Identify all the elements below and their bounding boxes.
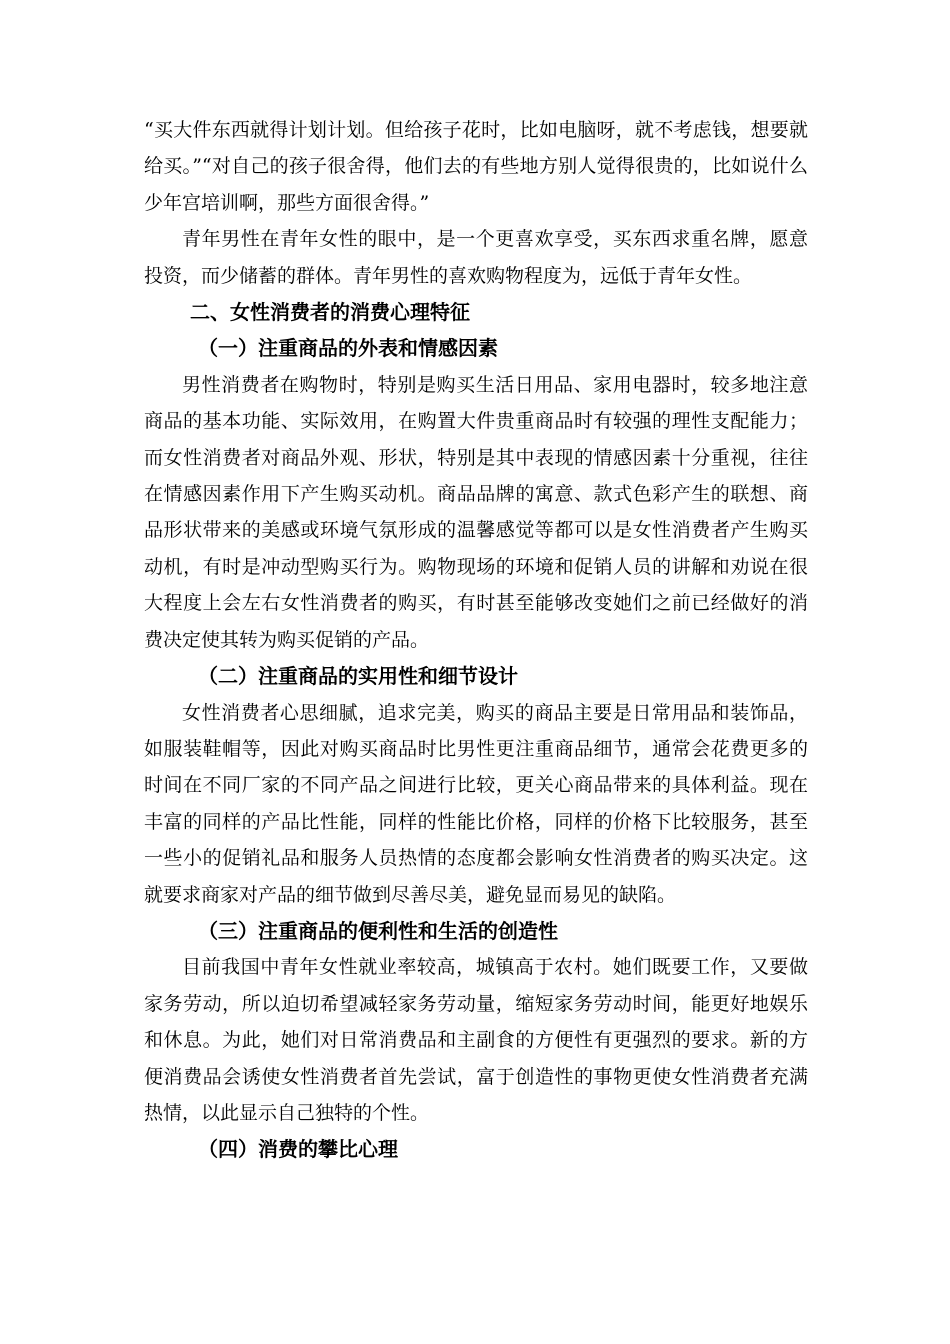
paragraph-young-men: 青年男性在青年女性的眼中，是一个更喜欢享受，买东西求重名牌，愿意投资，而少储蓄的群体。青年男性的喜欢购物程度为，远低于青年女性。 xyxy=(144,228,808,287)
paragraph-quote: “买大件东西就得计划计划。但给孩子花时，比如电脑呀，就不考虑钱，想要就给买。”“对自己的孩子很舍得，他们去的有些地方别人觉得很贵的，比如说什么少年宫培训啊，那些方面很舍得。” xyxy=(144,119,808,214)
subsection-heading-4: （四）消费的攀比心理 xyxy=(198,1137,398,1162)
subsection-heading-3: （三）注重商品的便利性和生活的创造性 xyxy=(198,918,558,943)
paragraph-appearance-emotion: 男性消费者在购物时，特别是购买生活日用品、家用电器时，较多地注意商品的基本功能、实际效用，在购置大件贵重商品时有较强的理性支配能力；而女性消费者对商品外观、形状，特别是其中表现的情感因素十分重视，往往在情感因素作用下产生购买动机。商品品牌的寓意、款式色彩产生的联想、商品形状带来的美感或环境气氛形成的温馨感觉等都可以是女性消费者产生购买动机，有时是冲动型购买行为。购物现场的环境和促销人员的讲解和劝说在很大程度上会左右女性消费者的购买，有时甚至能够改变她们之前已经做好的消费决定使其转为购买促销的产品。 xyxy=(144,373,808,651)
document-page xyxy=(144,112,808,1168)
section-heading: 二、女性消费者的消费心理特征 xyxy=(190,300,470,325)
subsection-heading-1: （一）注重商品的外表和情感因素 xyxy=(198,336,498,361)
paragraph-convenience-creativity: 目前我国中青年女性就业率较高，城镇高于农村。她们既要工作，又要做家务劳动，所以迫切希望减轻家务劳动量，缩短家务劳动时间，能更好地娱乐和休息。为此，她们对日常消费品和主副食的方便性有更强烈的要求。新的方便消费品会诱使女性消费者首先尝试，富于创造性的事物更使女性消费者充满热情，以此显示自己独特的个性。 xyxy=(144,956,808,1124)
paragraph-practicality-detail: 女性消费者心思细腻，追求完美，购买的商品主要是日常用品和装饰品，如服装鞋帽等，因此对购买商品时比男性更注重商品细节，通常会花费更多的时间在不同厂家的不同产品之间进行比较，更关心商品带来的具体利益。现在丰富的同样的产品比性能，同样的性能比价格，同样的价格下比较服务，甚至一些小的促销礼品和服务人员热情的态度都会影响女性消费者的购买决定。这就要求商家对产品的细节做到尽善尽美，避免显而易见的缺陷。 xyxy=(144,701,808,906)
subsection-heading-2: （二）注重商品的实用性和细节设计 xyxy=(198,664,518,689)
